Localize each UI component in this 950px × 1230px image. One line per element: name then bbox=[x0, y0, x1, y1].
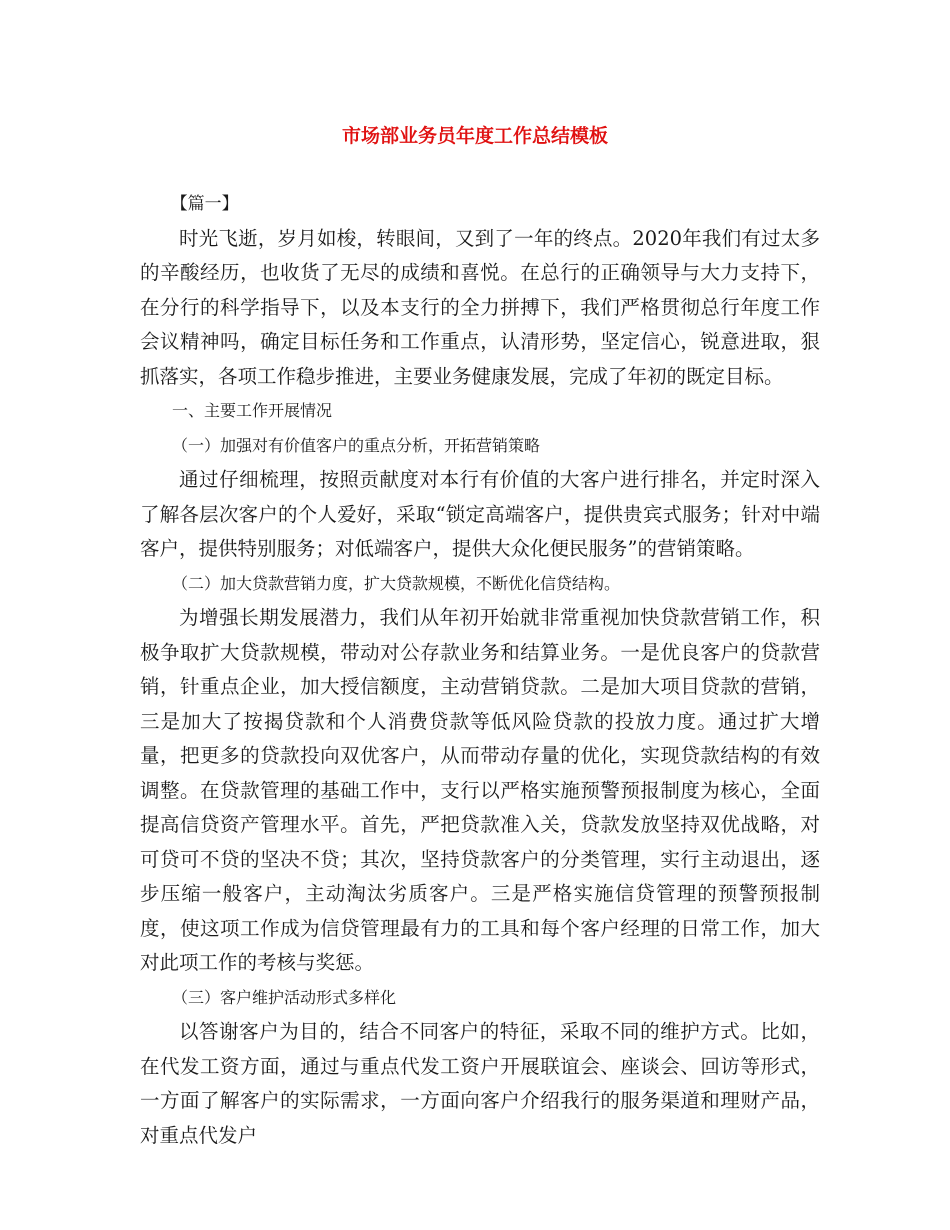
heading-main-work: 一、主要工作开展情况 bbox=[172, 401, 333, 420]
paragraph-customer-analysis: 通过仔细梳理，按照贡献度对本行有价值的大客户进行排名，并定时深入了解各层次客户的个人爱好，采取“锁定高端客户，提供贵宾式服务；针对中端客户，提供特别服务；对低端客户，提供大众化便民服务”的营销策略。 bbox=[140, 468, 820, 560]
document-title: 市场部业务员年度工作总结模板 bbox=[341, 125, 608, 147]
document-body bbox=[140, 187, 820, 1153]
subheading-3: （三）客户维护活动形式多样化 bbox=[172, 987, 397, 1007]
paragraph-customer-maintenance: 以答谢客户为目的，结合不同客户的特征，采取不同的维护方式。比如，在代发工资方面，通过与重点代发工资户开展联谊会、座谈会、回访等形式，一方面了解客户的实际需求，一方面向客户介绍我行的服务渠道和理财产品，对重点代发户 bbox=[140, 1020, 820, 1147]
subheading-1: （一）加强对有价值客户的重点分析，开拓营销策略 bbox=[172, 435, 541, 455]
paragraph-intro: 时光飞逝，岁月如梭，转眼间，又到了一年的终点。2020年我们有过太多的辛酸经历，也收货了无尽的成绩和喜悦。在总行的正确领导与大力支持下，在分行的科学指导下，以及本支行的全力拼搏下，我们严格贯彻总行年度工作会议精神吗，确定目标任务和工作重点，认清形势，坚定信心，锐意进取，狠抓落实，各项工作稳步推进，主要业务健康发展，完成了年初的既定目标。 bbox=[140, 226, 820, 388]
paragraph-loan-marketing: 为增强长期发展潜力，我们从年初开始就非常重视加快贷款营销工作，积极争取扩大贷款规模，带动对公存款业务和结算业务。一是优良客户的贷款营销，针重点企业，加大授信额度，主动营销贷款。二是加大项目贷款的营销，三是加大了按揭贷款和个人消费贷款等低风险贷款的投放力度。通过扩大增量，把更多的贷款投向双优客户，从而带动存量的优化，实现贷款结构的有效调整。在贷款管理的基础工作中，支行以严格实施预警预报制度为核心，全面提高信贷资产管理水平。首先，严把贷款准入关，贷款发放坚持双优战略，对可贷可不贷的坚决不贷；其次，坚持贷款客户的分类管理，实行主动退出，逐步压缩一般客户，主动淘汰劣质客户。三是严格实施信贷管理的预警预报制度，使这项工作成为信贷管理最有力的工具和每个客户经理的日常工作，加大对此项工作的考核与奖惩。 bbox=[140, 606, 820, 974]
section-marker: 【篇一】 bbox=[170, 194, 239, 214]
subheading-2: （二）加大贷款营销力度，扩大贷款规模，不断优化信贷结构。 bbox=[172, 573, 621, 593]
